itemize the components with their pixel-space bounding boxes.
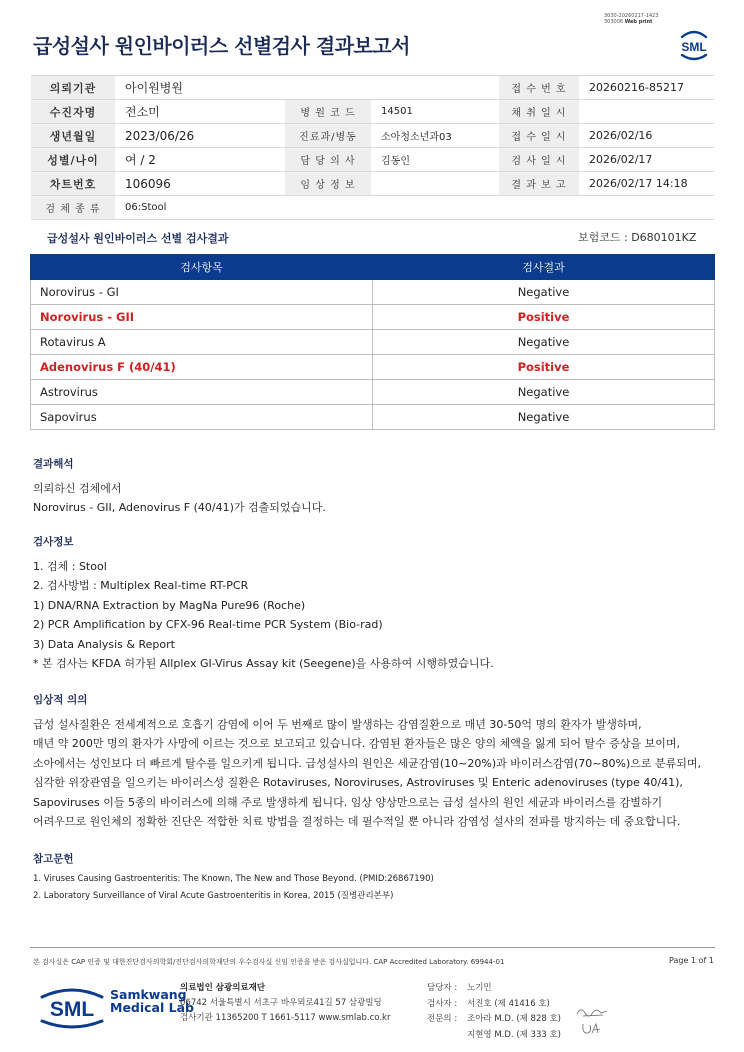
- reference-line: 2. Laboratory Surveillance of Viral Acute Gastroenteritis in Korea, 2015 (질병관리본부): [33, 891, 394, 901]
- patient-row: [31, 148, 714, 172]
- result-row: [31, 330, 715, 355]
- clinical-section: [33, 691, 701, 832]
- sml-logo-footer-icon: [37, 985, 107, 1029]
- result-item: Norovirus - GII: [31, 305, 373, 330]
- label-sex-age: 성별/나이: [31, 148, 115, 172]
- value-doctor: 김동인: [371, 148, 499, 172]
- clinical-line: 소아에서는 성인보다 더 빠르게 탈수를 일으키게 됩니다. 급성설사의 원인은 세균감염(10~20%)과 바이러스감염(70~80%)으로 분류되며,: [33, 756, 701, 770]
- staff-row: 검사자 : 서진호 (제 41416 호): [427, 998, 550, 1009]
- page-number: Page 1 of 1: [669, 956, 714, 965]
- interpretation-line: Norovirus - GII, Adenovirus F (40/41)가 검출되었습니다.: [33, 501, 326, 514]
- results-table: [30, 254, 715, 430]
- signature-icon: [575, 1004, 609, 1020]
- value-department: 소아청소년과03: [371, 124, 499, 148]
- org-address: 06742 서울특별시 서초구 바우뫼로41길 57 삼광빌딩: [180, 998, 382, 1008]
- value-requester: 아이원병원: [115, 76, 499, 100]
- result-item: Adenovirus F (40/41): [31, 355, 373, 380]
- result-value: Negative: [373, 330, 715, 355]
- result-item: Astrovirus: [31, 380, 373, 405]
- value-patient-name: 전소미: [115, 100, 285, 124]
- patient-row: [31, 124, 714, 148]
- lab-name-line: Medical Lab: [110, 1000, 194, 1015]
- result-row: [31, 380, 715, 405]
- test-info-line: 1) DNA/RNA Extraction by MagNa Pure96 (Roche): [33, 598, 306, 612]
- result-value: Positive: [373, 355, 715, 380]
- result-value: Negative: [373, 405, 715, 430]
- result-value: Negative: [373, 280, 715, 305]
- accreditation-note: 본 검사실은 CAP 인증 및 대한진단검사의학회/진단검사의학재단의 우수검사실 신임 인증을 받은 검사실입니다. CAP Accredited Laboratory. 69944-01: [33, 958, 505, 966]
- clinical-line: 급성 설사질환은 전세계적으로 호흡기 감염에 이어 두 번째로 많이 발생하는 감염질환으로 매년 30-50억 명의 환자가 발생하며,: [33, 717, 642, 731]
- label-chart-no: 차트번호: [31, 172, 115, 196]
- result-row: [31, 305, 715, 330]
- value-test-date: 2026/02/17: [579, 148, 714, 172]
- test-info-line: * 본 검사는 KFDA 허가된 Allplex GI-Virus Assay kit (Seegene)을 사용하여 시행하였습니다.: [33, 657, 494, 670]
- insurance-code: 보험코드 : D680101KZ: [578, 231, 697, 244]
- label-patient-name: 수진자명: [31, 100, 115, 124]
- value-collection-time: [579, 100, 714, 124]
- org-contact: 검사기관 11365200 T 1661-5117 www.smlab.co.kr: [180, 1013, 391, 1023]
- print-stamp: [604, 13, 659, 25]
- value-accession-no: 20260216-85217: [579, 76, 714, 100]
- interpretation-heading: 결과해석: [33, 458, 74, 470]
- page-title: 급성설사 원인바이러스 선별검사 결과보고서: [33, 34, 410, 58]
- label-requester: 의뢰기관: [31, 76, 115, 100]
- staff-info: [427, 981, 561, 1043]
- value-specimen-type: 06:Stool: [115, 196, 714, 220]
- references-heading: 참고문헌: [33, 853, 74, 865]
- staff-row: 지현영 M.D. (제 333 호): [467, 1029, 562, 1040]
- value-hospital-code: 14501: [371, 100, 499, 124]
- staff-row: 담당자 : 노기민: [427, 983, 492, 993]
- result-row: [31, 355, 715, 380]
- results-header-row: [31, 255, 715, 280]
- value-report-time: 2026/02/17 14:18: [579, 172, 714, 196]
- label-accession-no: 접 수 번 호: [499, 76, 579, 100]
- patient-row: [31, 172, 714, 196]
- result-value: Negative: [373, 380, 715, 405]
- value-clinical-info: [371, 172, 499, 196]
- test-info-heading: 검사정보: [33, 536, 74, 548]
- patient-row: [31, 76, 714, 100]
- patient-row: [31, 100, 714, 124]
- label-department: 진료과/병동: [285, 124, 371, 148]
- test-info-line: 3) Data Analysis & Report: [33, 637, 175, 651]
- lab-name-line: Samkwang: [110, 987, 187, 1002]
- sml-logo-icon: [674, 24, 714, 64]
- footer-divider: [30, 947, 715, 948]
- clinical-line: Sapoviruses 이들 5종의 바이러스에 의해 주로 발생하게 됩니다. 임상 양상만으로는 급성 설사의 원인 세균과 바이러스를 감별하기: [33, 795, 663, 809]
- result-value: Positive: [373, 305, 715, 330]
- result-row: [31, 280, 715, 305]
- clinical-line: 심각한 위장관염을 일으키는 바이러스성 질환은 Rotaviruses, Noroviruses, Astroviruses 및 Enteric adenoviruses (type 40/41),: [33, 776, 683, 789]
- value-received-time: 2026/02/16: [579, 124, 714, 148]
- patient-row: [31, 196, 714, 220]
- result-item: Norovirus - GI: [31, 280, 373, 305]
- staff-row: 전문의 : 조아라 M.D. (제 828 호): [427, 1014, 562, 1024]
- header-test-result: 검사결과: [373, 255, 715, 280]
- org-name: 의료법인 삼광의료재단: [180, 983, 266, 993]
- references-section: [33, 850, 434, 905]
- header-test-item: 검사항목: [31, 255, 373, 280]
- value-sex-age: 여 / 2: [115, 148, 285, 172]
- organization-info: [180, 981, 390, 1026]
- results-section-title: 급성설사 원인바이러스 선별 검사결과: [47, 232, 229, 245]
- clinical-line: 어려우므로 원인체의 정확한 진단은 적합한 치료 방법을 결정하는 데 필수적일 뿐 아니라 감염성 설사의 전파를 방지하는 데 중요합니다.: [33, 815, 681, 828]
- label-clinical-info: 임 상 정 보: [285, 172, 371, 196]
- reference-line: 1. Viruses Causing Gastroenteritis: The Known, The New and Those Beyond. (PMID:26867190): [33, 874, 434, 884]
- test-info-line: 2) PCR Amplification by CFX-96 Real-time PCR System (Bio-rad): [33, 618, 383, 631]
- value-birth-date: 2023/06/26: [115, 124, 285, 148]
- logo-top-text: SML: [681, 40, 707, 54]
- label-specimen-type: 검 체 종 류: [31, 196, 115, 220]
- clinical-heading: 임상적 의의: [33, 694, 88, 706]
- value-chart-no: 106096: [115, 172, 285, 196]
- label-collection-time: 채 취 일 시: [499, 100, 579, 124]
- result-item: Rotavirus A: [31, 330, 373, 355]
- test-info-line: 2. 검사방법 : Multiplex Real-time RT-PCR: [33, 579, 249, 592]
- interpretation-section: [33, 455, 326, 518]
- test-info-line: 1. 검체 : Stool: [33, 559, 107, 573]
- label-doctor: 담 당 의 사: [285, 148, 371, 172]
- test-info-section: [33, 533, 494, 674]
- label-test-date: 검 사 일 시: [499, 148, 579, 172]
- label-birth-date: 생년월일: [31, 124, 115, 148]
- patient-info-table: [31, 75, 714, 220]
- label-report-time: 결 과 보 고: [499, 172, 579, 196]
- interpretation-line: 의뢰하신 검체에서: [33, 481, 122, 495]
- logo-footer-text: SML: [49, 998, 95, 1021]
- label-received-time: 접 수 일 시: [499, 124, 579, 148]
- clinical-line: 매년 약 200만 명의 환자가 사망에 이르는 것으로 보고되고 있습니다. 감염된 환자들은 많은 양의 체액을 잃게 되어 탈수 증상을 보이며,: [33, 737, 680, 750]
- signature-icon: [580, 1021, 602, 1037]
- print-mode: 303006 Web print: [604, 19, 653, 25]
- print-id: 3030-20260217-1423: [604, 13, 659, 19]
- result-row: [31, 405, 715, 430]
- result-item: Sapovirus: [31, 405, 373, 430]
- label-hospital-code: 병 원 코 드: [285, 100, 371, 124]
